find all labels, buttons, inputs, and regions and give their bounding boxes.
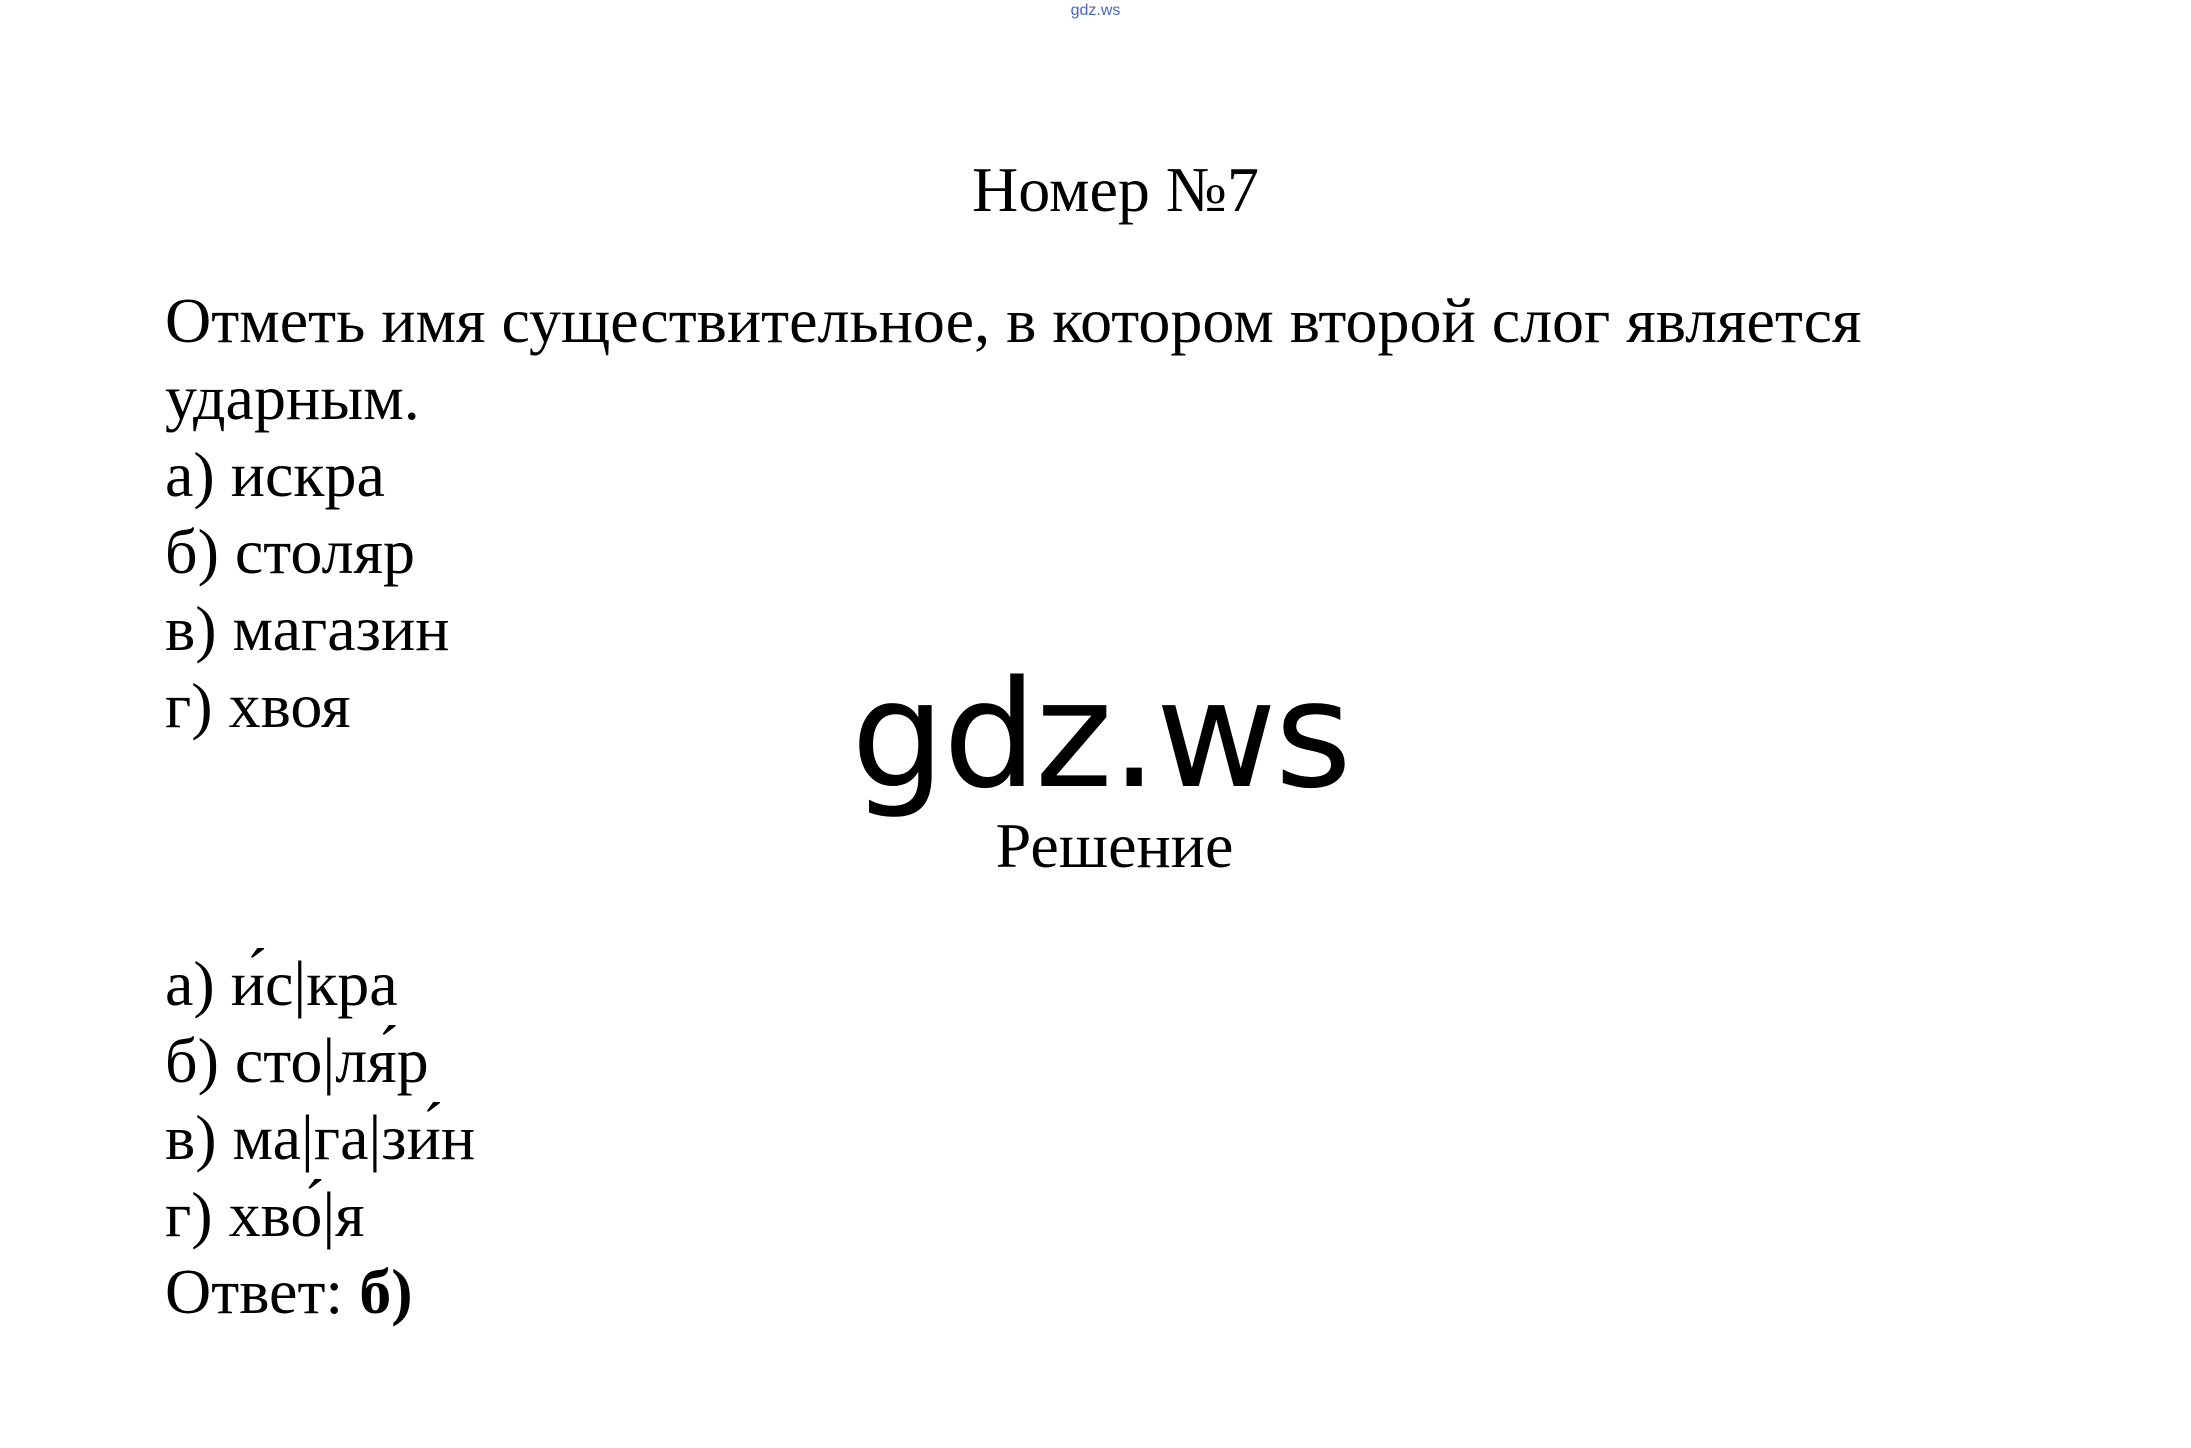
option-item: в) магазин [165, 593, 450, 664]
question-line: Отметь имя существительное, в котором второй слог является [165, 285, 1862, 356]
solution-item: б) сто|ля́р [165, 1025, 429, 1096]
solution-item: а) и́с|кра [165, 948, 398, 1019]
option-item: г) хвоя [165, 670, 351, 741]
page-title: Номер №7 [972, 154, 1259, 225]
option-item: б) столяр [165, 516, 415, 587]
solution-list [165, 945, 475, 1330]
solution-heading: Решение [995, 810, 1234, 881]
question-text [165, 282, 2045, 436]
answer-line [165, 1253, 475, 1330]
site-mark: gdz.ws [1070, 2, 1121, 19]
option-item: а) искра [165, 439, 385, 510]
solution-item: в) ма|га|зи́н [165, 1102, 476, 1173]
answer-value: б) [359, 1256, 413, 1327]
watermark-logo: gdz.ws [851, 649, 1350, 821]
answer-label: Ответ: [165, 1256, 360, 1327]
solution-item: г) хво́|я [165, 1179, 365, 1250]
question-line: ударным. [165, 362, 420, 433]
